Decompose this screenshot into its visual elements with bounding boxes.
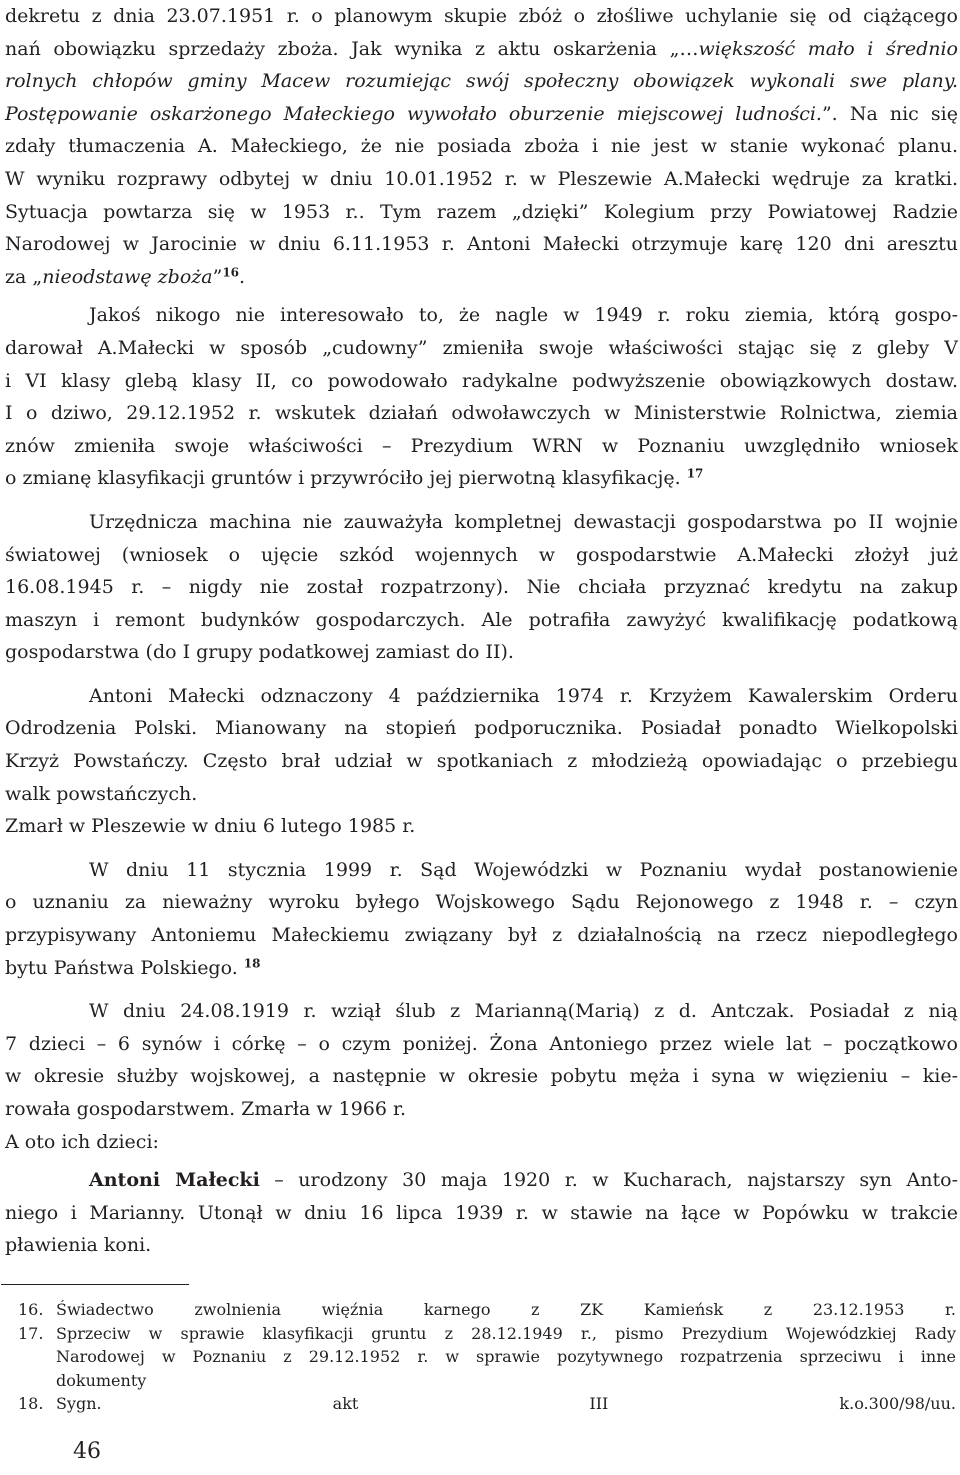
footnote-18 bbox=[18, 1392, 956, 1416]
text-line: o uznaniu za nieważny wyroku byłego Wojskowego Sądu Rejonowego z 1948 r. – czyn bbox=[5, 891, 958, 914]
text-line: Antoni Małecki odznaczony 4 października 1974 r. Krzyżem Kawalerskim Orderu bbox=[89, 684, 958, 707]
text-line: i VI klasy glebą klasy II, co powodowało radykalne podwyższenie obowiązkowych dostaw. bbox=[5, 369, 958, 392]
text-line: 16.08.1945 r. – nigdy nie został rozpatrzony). Nie chciała przyznać kredytu na zakup bbox=[5, 576, 958, 599]
text-line: pławienia koni. bbox=[5, 1234, 152, 1257]
text-line: Urzędnicza machina nie zauważyła kompletnej dewastacji gospodarstwa po II wojnie bbox=[89, 510, 958, 533]
text-line: gospodarstwa (do I grupy podatkowej zamiast do II). bbox=[5, 641, 514, 664]
footnote-text bbox=[56, 1298, 956, 1322]
paragraph-1 bbox=[5, 0, 958, 293]
paragraph-3 bbox=[5, 506, 958, 669]
text-line: za „nieodstawę zboża”$^{16}$. bbox=[5, 265, 246, 288]
text-line: rowała gospodarstwem. Zmarła w 1966 r. bbox=[5, 1098, 407, 1120]
text-line: dekretu z dnia 23.07.1951 r. o planowym skupie zbóż o złośliwe uchylanie się od ciążącego bbox=[5, 5, 958, 27]
paragraph-7 bbox=[5, 995, 958, 1125]
text-line: I o dziwo, 29.12.1952 r. wskutek działań odwoławczych w Ministerstwie Rolnictwa, ziemia bbox=[5, 402, 958, 425]
footnote-ref-17[interactable]: 17 bbox=[686, 466, 704, 481]
text-line: darował A.Małecki w sposób „cudowny” zmieniła swoje właściwości stając się z gleby V bbox=[5, 336, 958, 359]
paragraph-9 bbox=[5, 1164, 958, 1262]
footnote-17 bbox=[18, 1322, 956, 1393]
paragraph-4 bbox=[5, 680, 958, 810]
footnote-ref-16[interactable]: 16 bbox=[222, 265, 240, 280]
footnote-text bbox=[56, 1392, 956, 1416]
text-line: niego i Marianny. Utonął w dniu 16 lipca 1939 r. w stawie na łące w Popówku w trakcie bbox=[5, 1201, 958, 1224]
text-line: nań obowiązku sprzedaży zboża. Jak wynika z aktu oskarżenia „…większość mało i średnio bbox=[5, 37, 958, 60]
text-line: Narodowej w Jarocinie w dniu 6.11.1953 r. Antoni Małecki otrzymuje karę 120 dni aresztu bbox=[5, 233, 958, 256]
text-line: Krzyż Powstańczy. Często brał udział w spotkaniach z młodzieżą opowiadając o przebiegu bbox=[5, 750, 958, 773]
footnotes bbox=[18, 1298, 956, 1416]
text-line: rolnych chłopów gminy Macew rozumiejąc swój społeczny obowiązek wykonali swe plany. bbox=[5, 70, 958, 93]
main-text bbox=[5, 0, 958, 1262]
text-line: zdały tłumaczenia A. Małeckiego, że nie posiada zboża i nie jest w stanie wykonać planu. bbox=[5, 135, 958, 158]
page-number: 46 bbox=[73, 1439, 101, 1464]
footnote-text bbox=[56, 1322, 956, 1393]
text-line: w okresie służby wojskowej, a następnie w okresie pobytu męża i syna w więzieniu – kie- bbox=[5, 1065, 958, 1088]
text-line: 7 dzieci – 6 synów i córkę – o czym poniżej. Żona Antoniego przez wiele lat – początkowo bbox=[5, 1032, 958, 1055]
footnote-ref-18[interactable]: 18 bbox=[243, 956, 261, 971]
footnote-16 bbox=[18, 1298, 956, 1322]
text-line: W dniu 24.08.1919 r. wziął ślub z Marianną(Marią) z d. Antczak. Posiadał z nią bbox=[89, 1000, 958, 1023]
text-line: Odrodzenia Polski. Mianowany na stopień podporucznika. Posiadał ponadto Wielkopolski bbox=[5, 717, 958, 740]
child-name: Antoni Małecki bbox=[89, 1169, 260, 1192]
text-line: maszyn i remont budynków gospodarczych. Ale potrafiła zawyżyć kwalifikację podatkową bbox=[5, 608, 958, 631]
text-line: Antoni Małecki – urodzony 30 maja 1920 r. w Kucharach, najstarszy syn Anto- bbox=[89, 1169, 958, 1192]
footnote-number: 16. bbox=[18, 1300, 44, 1319]
text-line: o zmianę klasyfikacji gruntów i przywróciło jej pierwotną klasyfikację. $^{17}$ bbox=[5, 466, 704, 490]
text-line: światowej (wniosek o ujęcie szkód wojennych w gospodarstwie A.Małecki złożył już bbox=[5, 543, 958, 566]
paragraph-2 bbox=[5, 299, 958, 495]
text-line: Zmarł w Pleszewie w dniu 6 lutego 1985 r. bbox=[5, 815, 416, 838]
footnote-separator bbox=[1, 1284, 189, 1285]
text-line: walk powstańczych. bbox=[5, 782, 198, 805]
text-line: W wyniku rozprawy odbytej w dniu 10.01.1952 r. w Pleszewie A.Małecki wędruje za kratki. bbox=[5, 167, 958, 190]
footnote-line: Narodowej w Poznaniu z 29.12.1952 r. w sprawie pozytywnego rozpatrzenia sprzeciwu i inne bbox=[56, 1347, 956, 1366]
paragraph-6 bbox=[5, 854, 958, 984]
footnote-line: Świadectwo zwolnienia więźnia karnego z ZK Kamieńsk z 23.12.1953 r. bbox=[56, 1300, 956, 1319]
footnote-line: Sygn. akt III k.o.300/98/uu. bbox=[56, 1394, 956, 1413]
paragraph-5 bbox=[5, 810, 958, 843]
footnote-number: 17. bbox=[18, 1323, 44, 1343]
text-line: W dniu 11 stycznia 1999 r. Sąd Wojewódzki w Poznaniu wydał postanowienie bbox=[89, 858, 958, 881]
footnote-line: Sprzeciw w sprawie klasyfikacji gruntu z 28.12.1949 r., pismo Prezydium Wojewódzkiej Rady bbox=[56, 1323, 956, 1343]
footnote-line: dokumenty bbox=[56, 1370, 147, 1390]
text-line: znów zmieniła swoje właściwości – Prezydium WRN w Poznaniu uwzględniło wniosek bbox=[5, 434, 958, 457]
text-line: bytu Państwa Polskiego. $^{18}$ bbox=[5, 956, 261, 979]
text-line: przypisywany Antoniemu Małeckiemu związany był z działalnością na rzecz niepodległego bbox=[5, 924, 958, 947]
footnote-number: 18. bbox=[18, 1394, 44, 1413]
text-line: Jakoś nikogo nie interesowało to, że nagle w 1949 r. roku ziemia, którą gospo- bbox=[89, 304, 958, 327]
paragraph-8 bbox=[5, 1126, 958, 1159]
text-line: Sytuacja powtarza się w 1953 r.. Tym razem „dzięki” Kolegium przy Powiatowej Radzie bbox=[5, 200, 958, 223]
text-line: A oto ich dzieci: bbox=[5, 1130, 159, 1153]
text-line: Postępowanie oskarżonego Małeckiego wywołało oburzenie miejscowej ludności.”. Na nic się bbox=[5, 102, 958, 125]
document-page bbox=[5, 0, 958, 1262]
